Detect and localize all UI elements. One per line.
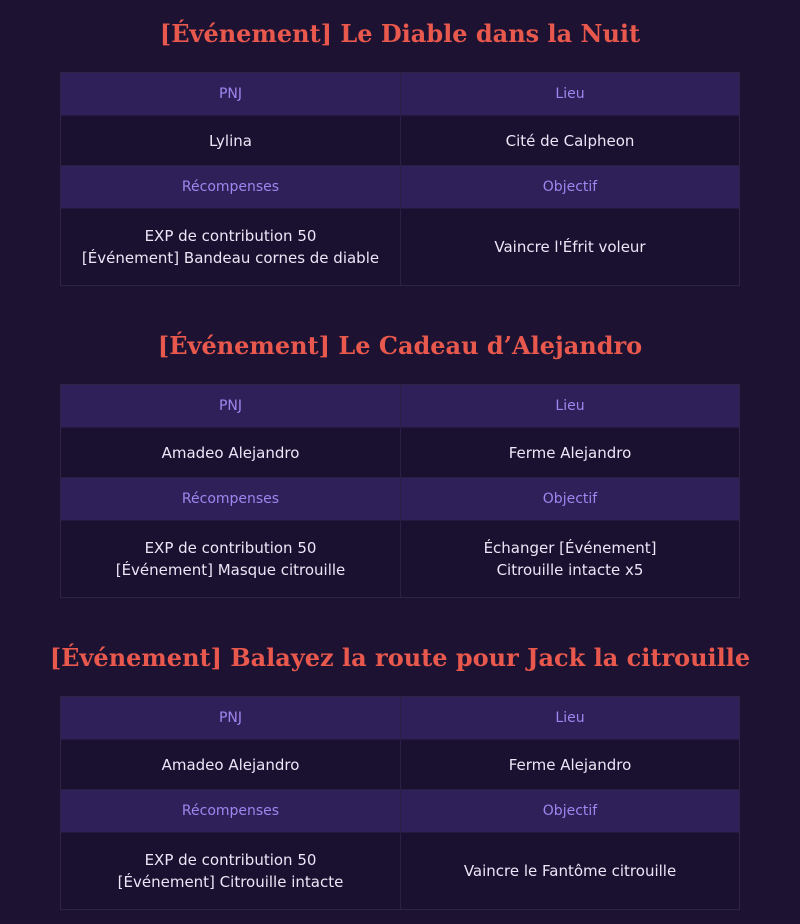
objective-value (400, 521, 739, 597)
rewards-header: Récompenses (181, 803, 280, 819)
quest-table (60, 384, 740, 598)
objective-line: Échanger [Événement] (483, 539, 657, 557)
location-value: Ferme Alejandro (400, 740, 739, 789)
reward-line: EXP de contribution 50 (144, 539, 317, 557)
reward-line: EXP de contribution 50 (144, 851, 317, 869)
reward-line: [Événement] Masque citrouille (115, 561, 346, 579)
objective-line: Vaincre le Fantôme citrouille (463, 862, 677, 880)
event-title: [Événement] Le Cadeau d’Alejandro (157, 331, 643, 360)
objective-line: Citrouille intacte x5 (496, 561, 644, 579)
header-row (61, 166, 739, 209)
objective-header: Objectif (400, 166, 739, 208)
reward-line: EXP de contribution 50 (144, 227, 317, 245)
location-value: Ferme Alejandro (400, 428, 739, 477)
npc-header: PNJ (218, 710, 243, 726)
location-header: Lieu (400, 697, 739, 739)
objective-line: Vaincre l'Éfrit voleur (494, 238, 646, 256)
npc-value: Amadeo Alejandro (161, 755, 300, 774)
location-value: Cité de Calpheon (400, 116, 739, 165)
reward-line: [Événement] Citrouille intacte (117, 873, 344, 891)
event-section-2 (0, 326, 800, 601)
objective-value (400, 209, 739, 285)
value-row (61, 740, 739, 790)
rewards-value (61, 521, 400, 597)
value-row (61, 521, 739, 597)
value-row (61, 209, 739, 285)
objective-value (400, 833, 739, 909)
location-header: Lieu (400, 385, 739, 427)
objective-header: Objectif (400, 478, 739, 520)
location-header: Lieu (400, 73, 739, 115)
rewards-value (61, 209, 400, 285)
quest-table (60, 72, 740, 286)
event-title: [Événement] Balayez la route pour Jack la citrouille (49, 643, 751, 672)
objective-header: Objectif (400, 790, 739, 832)
npc-header: PNJ (218, 86, 243, 102)
rewards-value (61, 833, 400, 909)
value-row (61, 833, 739, 909)
rewards-header: Récompenses (181, 491, 280, 507)
header-row (61, 478, 739, 521)
reward-line: [Événement] Bandeau cornes de diable (81, 249, 380, 267)
header-row (61, 790, 739, 833)
event-section-1 (0, 14, 800, 289)
event-section-3 (0, 638, 800, 913)
header-row (61, 385, 739, 428)
rewards-header: Récompenses (181, 179, 280, 195)
header-row (61, 73, 739, 116)
npc-value: Lylina (209, 131, 252, 150)
npc-header: PNJ (218, 398, 243, 414)
quest-table (60, 696, 740, 910)
npc-value: Amadeo Alejandro (161, 443, 300, 462)
header-row (61, 697, 739, 740)
value-row (61, 428, 739, 478)
event-title: [Événement] Le Diable dans la Nuit (159, 19, 641, 48)
value-row (61, 116, 739, 166)
